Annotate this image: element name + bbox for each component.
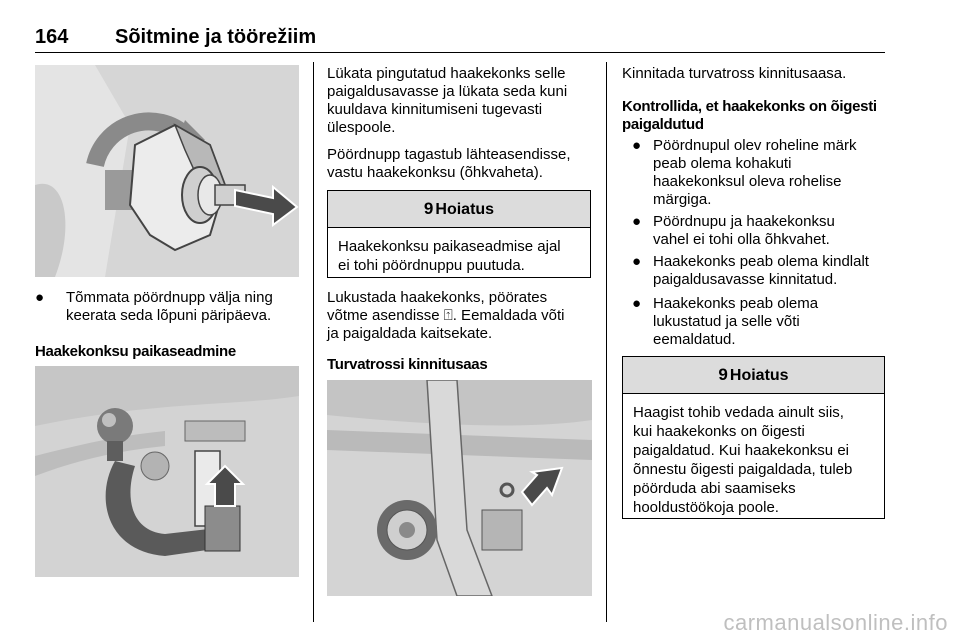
warning-title: Hoiatus — [729, 367, 789, 384]
section-heading: Turvatrossi kinnitusaas — [327, 356, 488, 373]
page-number: 164 — [35, 26, 69, 48]
warning-icon: 9 — [718, 365, 728, 384]
watermark: carmanualsonline.info — [723, 610, 948, 635]
warning-box — [327, 190, 591, 278]
bullet-text: Haakekonks peab olema lukustatud ja selle võti eemaldatud. — [653, 295, 819, 348]
page-header — [35, 26, 885, 53]
bullet-icon: ● — [632, 253, 642, 270]
warning-icon: 9 — [423, 199, 434, 218]
safety-cable-eye-figure — [327, 380, 592, 596]
bullet-icon: ● — [632, 213, 642, 230]
section-heading: Kontrollida, et haakekonks on õigesti paigaldutud — [622, 98, 877, 133]
bullet-icon: ● — [632, 295, 642, 312]
paragraph: Lukustada haakekonks, pöörates võtme asendisse ⍐. Eemaldada võti ja paigaldada kaitsekate. — [327, 289, 565, 342]
page-title: Sõitmine ja töörežiim — [115, 26, 317, 48]
bullet-text: Pöördnupul olev roheline märk peab olema kohakuti haakekonksul oleva rohelise märgiga. — [653, 137, 857, 208]
warning-text: Haakekonksu paikaseadmise ajal ei tohi pöördnuppu puutuda. — [338, 238, 561, 274]
bullet-icon: ● — [632, 137, 642, 154]
bullet-text: Tõmmata pöördnupp välja ning keerata seda lõpuni päripäeva. — [66, 289, 273, 324]
bullet-text: Pöördnupu ja haakekonksu vahel ei tohi olla õhkvahet. — [653, 213, 835, 248]
warning-header — [328, 191, 590, 228]
warning-header — [623, 357, 884, 394]
bullet-icon: ● — [35, 289, 45, 306]
paragraph: Lükata pingutatud haakekonks selle paigaldusavasse ja lükata seda kuni kuuldava kinnitumiseni tugevasti ülespoole. — [327, 65, 568, 136]
towbar-figure — [35, 366, 299, 577]
column-divider — [606, 62, 607, 622]
warning-text: Haagist tohib vedada ainult siis, kui haakekonks on õigesti paigaldatud. Kui haakekonksu ei õnnestu õigesti paigaldada, tuleb pöörduda abi saamiseks hooldustöökoja poole. — [633, 404, 853, 516]
paragraph: Kinnitada turvatross kinnitusaasa. — [622, 65, 847, 82]
warning-title: Hoiatus — [435, 201, 495, 218]
warning-box — [622, 356, 885, 519]
paragraph: Pöördnupp tagastub lähteasendisse, vastu haakekonksu (õhkvaheta). — [327, 146, 571, 181]
rotary-knob-figure — [35, 65, 299, 277]
section-heading: Haakekonksu paikaseadmine — [35, 343, 236, 360]
column-divider — [313, 62, 314, 622]
bullet-text: Haakekonks peab olema kindlalt paigaldusavasse kinnitatud. — [653, 253, 869, 288]
